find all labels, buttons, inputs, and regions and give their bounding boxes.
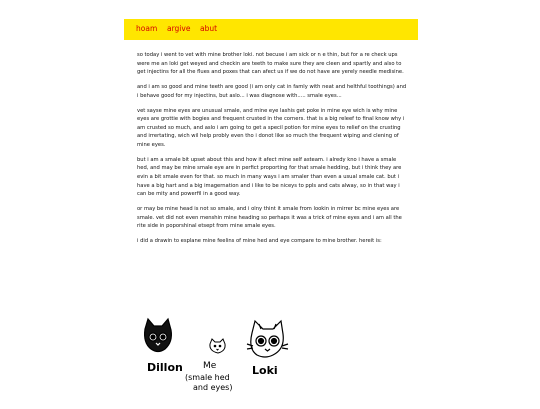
me-note-line-2: and eyes) <box>193 383 233 392</box>
nav-link-home[interactable]: hoam <box>136 24 158 33</box>
me-note-line-1: (smale hed <box>185 373 230 382</box>
dillon-cat-sketch <box>145 319 172 352</box>
top-nav <box>124 19 418 40</box>
loki-label: Loki <box>252 364 278 377</box>
blog-post <box>137 51 407 252</box>
nav-link-about[interactable]: abut <box>200 24 218 33</box>
me-label: Me <box>203 361 217 371</box>
loki-cat-sketch <box>247 321 288 357</box>
cat-drawing <box>135 316 295 405</box>
dillon-label: Dillon <box>147 361 183 374</box>
post-paragraph: and i am so good and mine teeth are good (i am only cat in famly with neat and helthful toothings) and i behave good for my injectins, but aslo... i was diagnose with..... smale eyes... <box>137 84 407 99</box>
nav-link-archive[interactable]: argive <box>167 24 191 33</box>
post-paragraph: vet sayse mine eyes are unusual smale, and mine eye lashis get poke in mine eye wich is why mine eyes are grottie with bogies and frequent crusted in the corners. that is a big releef to final know why i am crusted so much, and aslo i am going to get a specil potion for mine eyes to relief on the crusting and irrertating, wich wil help probly even tho i donot like so much the frequent wiping and clening of mine eyes. <box>137 107 405 148</box>
me-cat-sketch <box>210 339 225 353</box>
post-paragraph: but i am a smale bit upset about this and how it afect mine self asteam. i alredy kno i have a smale hed, and may be mine smale eye are in perfict proporting for that smale hedding, but i think they are evin a bit smale even for that. so much in many ways i am smaler than even a usual smale cat. but i have a big hart and a big imagernation and i like to be niceys to ppls and cats alway, so in that way i can be mity and powerfil in a good way. <box>137 156 402 198</box>
post-paragraph: i did a drawin to esplane mine feelins of mine hed and eye compare to mine brother. hereit is: <box>137 238 382 245</box>
post-paragraph: or may be mine head is not so smale, and i olny thint it smale from lookin in mirrer bc mine eyes are smale. vet did not even menshin mine heading so perhaps it was a trick of mine eyes and i am all the rite side in poporshinal etsept from mine smale eyes. <box>137 206 402 230</box>
cat-drawing-svg <box>135 316 295 405</box>
post-paragraph: so today i went to vet with mine brother loki. not becuse i am sick or n e thin, but for a re check ups were me an loki get weyed and checkin are teeth to make sure they are cleen and spartly and also to get injectins for all the flues and poxes that can afect us if we do not have are yerely needle medisine. <box>137 52 404 76</box>
